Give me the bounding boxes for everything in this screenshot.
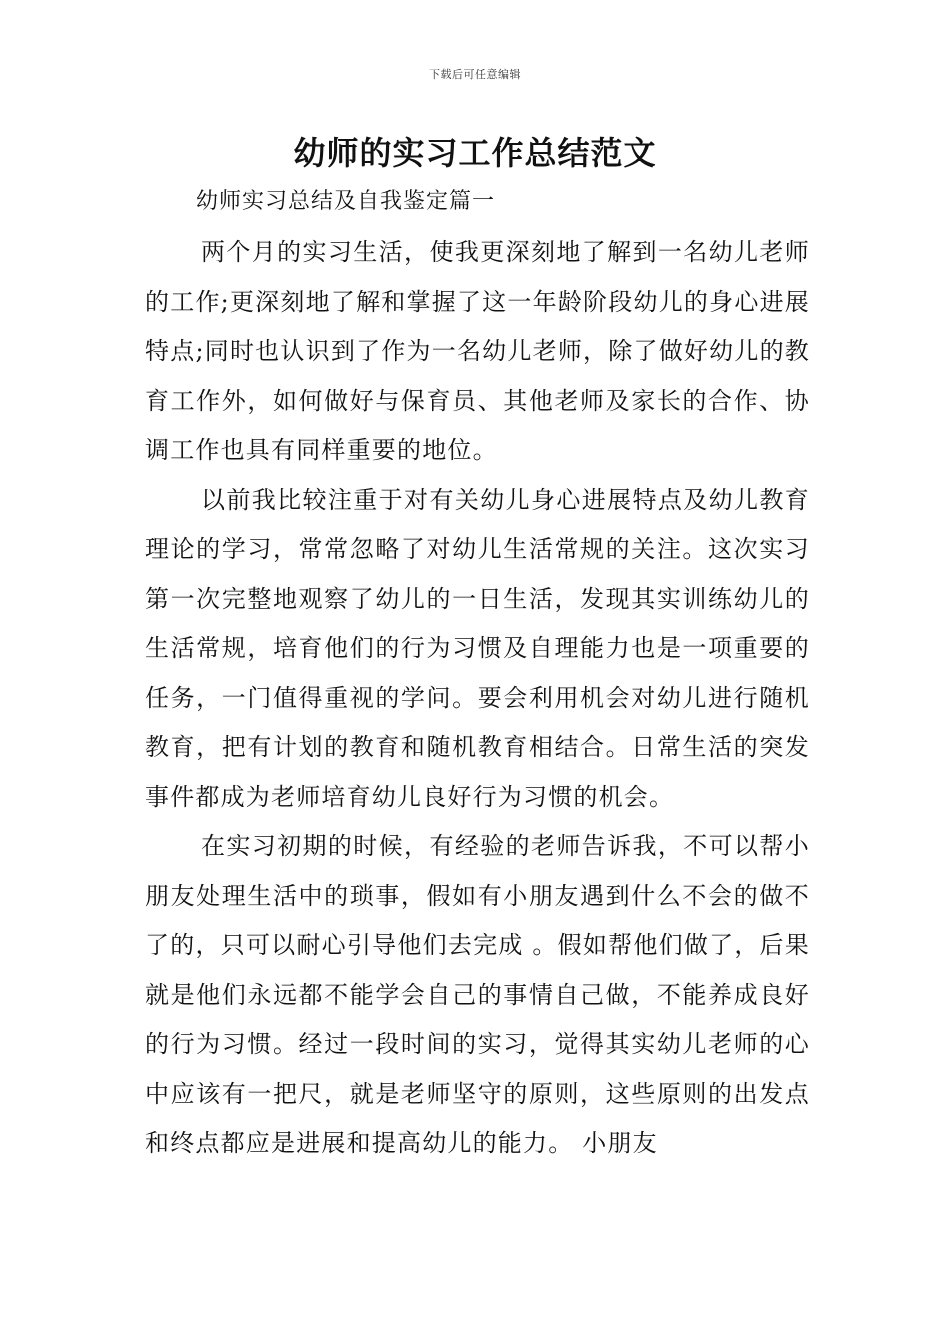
paragraph-2: 以前我比较注重于对有关幼儿身心进展特点及幼儿教育理论的学习，常常忽略了对幼儿生活常规的关注。这次实习第一次完整地观察了幼儿的一日生活，发现其实训练幼儿的生活常规，培育他们的行为习惯及自理能力也是一项重要的任务，一门值得重视的学问。要会利用机会对幼儿进行随机教育，把有计划的教育和随机教育相结合。日常生活的突发事件都成为老师培育幼儿良好行为习惯的机会。 — [145, 485, 810, 811]
document-title: 幼师的实习工作总结范文 — [293, 134, 657, 172]
paragraph-1: 两个月的实习生活，使我更深刻地了解到一名幼儿老师的工作;更深刻地了解和掌握了这一年龄阶段幼儿的身心进展特点;同时也认识到了作为一名幼儿老师，除了做好幼儿的教育工作外，如何做好与保育员、其他老师及家长的合作、协调工作也具有同样重要的地位。 — [145, 238, 810, 464]
paragraph-3: 在实习初期的时候，有经验的老师告诉我，不可以帮小朋友处理生活中的琐事，假如有小朋友遇到什么不会的做不了的，只可以耐心引导他们去完成 。假如帮他们做了，后果就是他们永远都不能学会自己的事情自己做，不能养成良好的行为习惯。经过一段时间的实习，觉得其实幼儿老师的心中应该有一把尺，就是老师坚守的原则，这些原则的出发点和终点都应是进展和提高幼儿的能力。 小朋友 — [145, 832, 810, 1157]
document-body — [145, 228, 810, 1169]
section-heading: 幼师实习总结及自我鉴定篇一 — [196, 189, 496, 214]
header-note: 下载后可任意编辑 — [429, 68, 521, 81]
